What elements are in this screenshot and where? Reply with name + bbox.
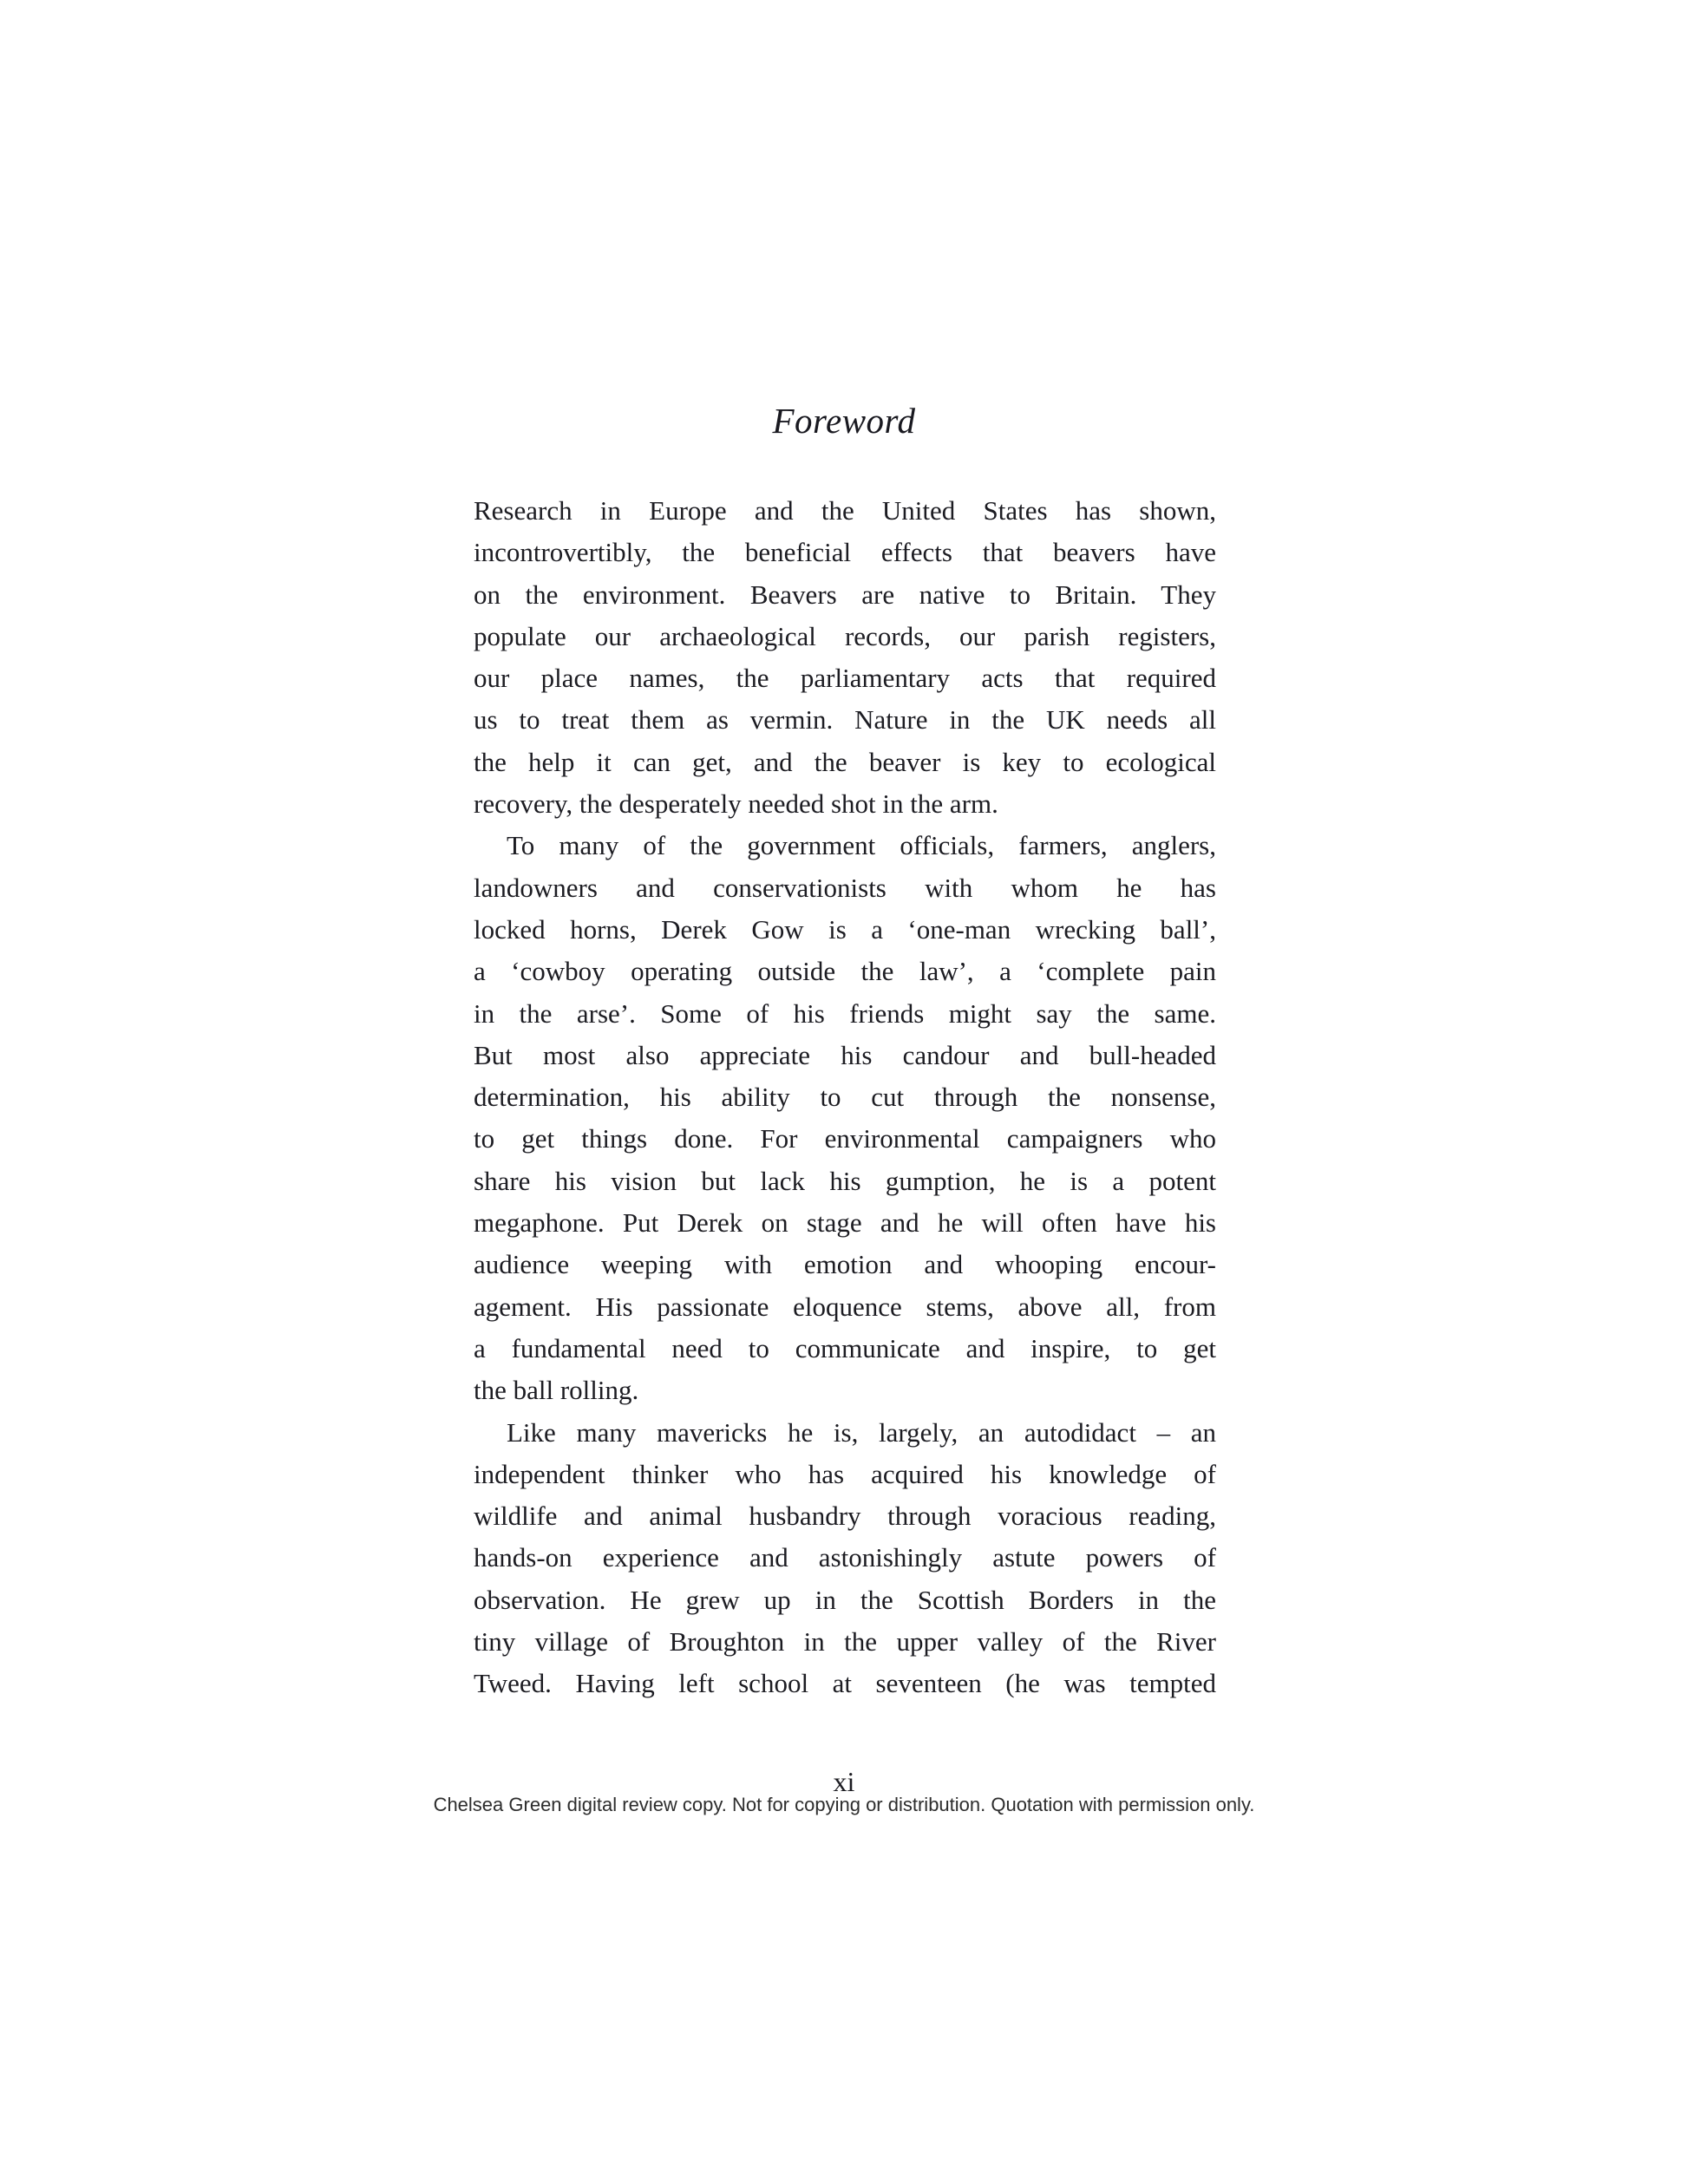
body-line: observation. He grew up in the Scottish Borders in the bbox=[474, 1584, 1216, 1615]
body-line: wildlife and animal husbandry through voracious reading, bbox=[474, 1501, 1216, 1532]
body-line: the ball rolling. bbox=[474, 1375, 639, 1406]
body-line: recovery, the desperately needed shot in the arm. bbox=[474, 788, 998, 820]
body-line: To many of the government officials, farmers, anglers, bbox=[507, 830, 1216, 861]
paragraph bbox=[474, 825, 1216, 1411]
body-line: share his vision but lack his gumption, he is a potent bbox=[474, 1165, 1216, 1196]
review-copy-notice: Chelsea Green digital review copy. Not for copying or distribution. Quotation with permission only. bbox=[433, 1794, 1255, 1815]
body-line: megaphone. Put Derek on stage and he will often have his bbox=[474, 1207, 1216, 1239]
body-line: our place names, the parliamentary acts that required bbox=[474, 663, 1216, 694]
chapter-title: Foreword bbox=[772, 401, 916, 441]
body-line: to get things done. For environmental campaigners who bbox=[474, 1123, 1216, 1154]
body-text-block bbox=[474, 490, 1216, 1705]
body-line: But most also appreciate his candour and bull-headed bbox=[474, 1039, 1216, 1070]
body-line: determination, his ability to cut through the nonsense, bbox=[474, 1082, 1216, 1113]
body-line: a ‘cowboy operating outside the law’, a ‘complete pain bbox=[474, 956, 1216, 987]
body-line: populate our archaeological records, our parish registers, bbox=[474, 620, 1216, 651]
body-line: locked horns, Derek Gow is a ‘one-man wrecking ball’, bbox=[474, 913, 1216, 945]
body-line: incontrovertibly, the beneficial effects that beavers have bbox=[474, 537, 1216, 568]
body-line: landowners and conservationists with whom he has bbox=[474, 872, 1216, 903]
body-line: on the environment. Beavers are native to Britain. They bbox=[474, 579, 1216, 610]
paragraph bbox=[474, 490, 1216, 825]
paragraph bbox=[474, 1412, 1216, 1705]
body-line: Tweed. Having left school at seventeen (he was tempted bbox=[474, 1668, 1216, 1699]
body-line: a fundamental need to communicate and inspire, to get bbox=[474, 1332, 1216, 1363]
body-line: in the arse’. Some of his friends might say the same. bbox=[474, 997, 1216, 1029]
body-line: the help it can get, and the beaver is key to ecological bbox=[474, 746, 1216, 777]
page-number: xi bbox=[833, 1766, 855, 1797]
body-line: hands-on experience and astonishingly astute powers of bbox=[474, 1542, 1216, 1573]
body-line: independent thinker who has acquired his knowledge of bbox=[474, 1458, 1216, 1489]
body-line: audience weeping with emotion and whooping encour- bbox=[474, 1249, 1216, 1280]
body-line: tiny village of Broughton in the upper valley of the River bbox=[474, 1626, 1216, 1658]
body-line: us to treat them as vermin. Nature in the UK needs all bbox=[474, 704, 1216, 736]
body-line: Like many mavericks he is, largely, an autodidact – an bbox=[507, 1416, 1216, 1448]
body-line: agement. His passionate eloquence stems, above all, from bbox=[474, 1291, 1216, 1322]
body-line: Research in Europe and the United States has shown, bbox=[474, 495, 1216, 526]
